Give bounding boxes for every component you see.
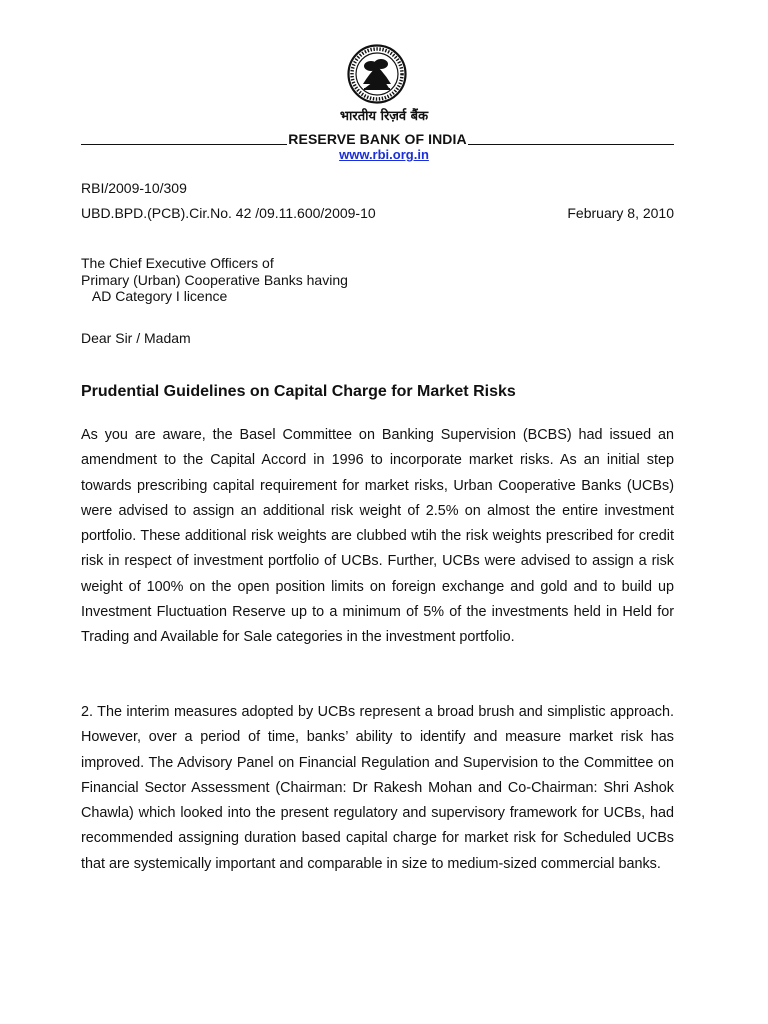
addressee-block xyxy=(81,255,348,305)
addressee-line: Primary (Urban) Cooperative Banks having xyxy=(81,271,348,288)
circular-number: RBI/2009-10/309 xyxy=(81,180,187,196)
salutation: Dear Sir / Madam xyxy=(81,330,191,346)
hindi-bank-name: भारतीय रिज़र्व बैंक xyxy=(339,109,429,124)
paragraph-2: 2. The interim measures adopted by UCBs represent a broad brush and simplistic approach. However, over a period of time, banks’ ability to identify and measure market risk has improved. The Advisory Panel on Financial Regulation and Supervision to the Committee on Financial Sector Assessment (Chairman: Dr Rakesh Mohan and Co-Chairman: Shri Ashok Chawla) which looked into the present regulatory and supervisory framework for UCBs, had recommended assigning duration based capital charge for market risk for Scheduled UCBs that are systemically important and comparable in size to medium-sized commercial banks. xyxy=(81,704,674,872)
rbi-seal-icon xyxy=(347,44,407,104)
addressee-line: AD Category I licence xyxy=(81,288,228,304)
subject-heading: Prudential Guidelines on Capital Charge for Market Risks xyxy=(81,383,516,400)
circular-reference: UBD.BPD.(PCB).Cir.No. 42 /09.11.600/2009-10 xyxy=(81,205,376,221)
bank-name: RESERVE BANK OF INDIA xyxy=(288,131,467,147)
left-rule xyxy=(81,144,287,145)
website-link[interactable]: www.rbi.org.in xyxy=(339,147,429,162)
paragraph-1: As you are aware, the Basel Committee on Banking Supervision (BCBS) had issued an amendment to the Capital Accord in 1996 to incorporate market risks. As an initial step towards prescribing capital requirement for market risks, Urban Cooperative Banks (UCBs) were advised to assign an additional risk weight of 2.5% on almost the entire investment portfolio. These additional risk weights are clubbed wtih the risk weights prescribed for credit risk in respect of investment portfolio of UCBs. Further, UCBs were advised to assign a risk weight of 100% on the open position limits on foreign exchange and gold and to build up Investment Fluctuation Reserve up to a minimum of 5% of the investments held in Held for Trading and Available for Sale categories in the investment portfolio. xyxy=(81,427,674,646)
circular-date: February 8, 2010 xyxy=(567,205,674,221)
bank-name-line xyxy=(81,129,674,147)
reference-row xyxy=(81,205,674,222)
right-rule xyxy=(468,144,674,145)
addressee-line: The Chief Executive Officers of xyxy=(81,255,274,271)
